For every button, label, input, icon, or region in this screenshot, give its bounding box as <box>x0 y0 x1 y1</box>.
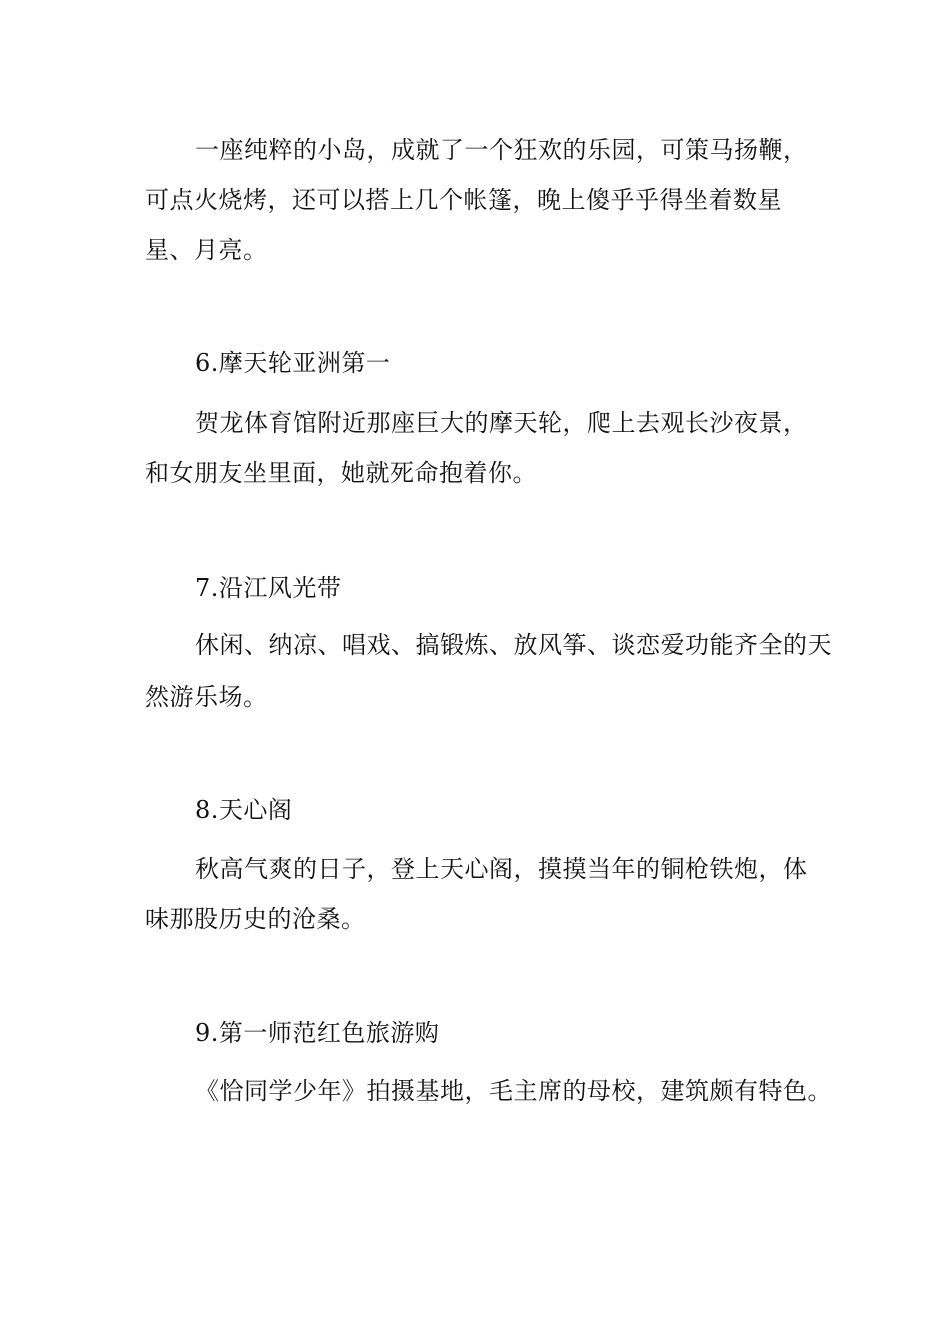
paragraph-line: 味那股历史的沧桑。 <box>145 905 366 933</box>
section-heading: 7.沿江风光带 <box>195 574 342 602</box>
paragraph-line: 休闲、纳凉、唱戏、搞锻炼、放风筝、谈恋爱功能齐全的天 <box>195 631 832 659</box>
paragraph-line: 星、月亮。 <box>145 236 268 264</box>
section-heading: 6.摩天轮亚洲第一 <box>195 349 391 377</box>
paragraph-line: 可点火烧烤，还可以搭上几个帐篷，晚上傻乎乎得坐着数星 <box>145 186 782 214</box>
section-heading: 8.天心阁 <box>195 796 293 824</box>
paragraph-line: 和女朋友坐里面，她就死命抱着你。 <box>145 459 537 487</box>
paragraph-line: 贺龙体育馆附近那座巨大的摩天轮，爬上去观长沙夜景， <box>195 409 808 437</box>
paragraph-line: 秋高气爽的日子，登上天心阁，摸摸当年的铜枪铁炮，体 <box>195 855 808 883</box>
paragraph-line: 《恰同学少年》拍摄基地，毛主席的母校，建筑颇有特色。 <box>195 1077 832 1105</box>
paragraph-line: 一座纯粹的小岛，成就了一个狂欢的乐园，可策马扬鞭， <box>195 136 808 164</box>
section-heading: 9.第一师范红色旅游购 <box>195 1019 440 1047</box>
paragraph-line: 然游乐场。 <box>145 683 268 711</box>
